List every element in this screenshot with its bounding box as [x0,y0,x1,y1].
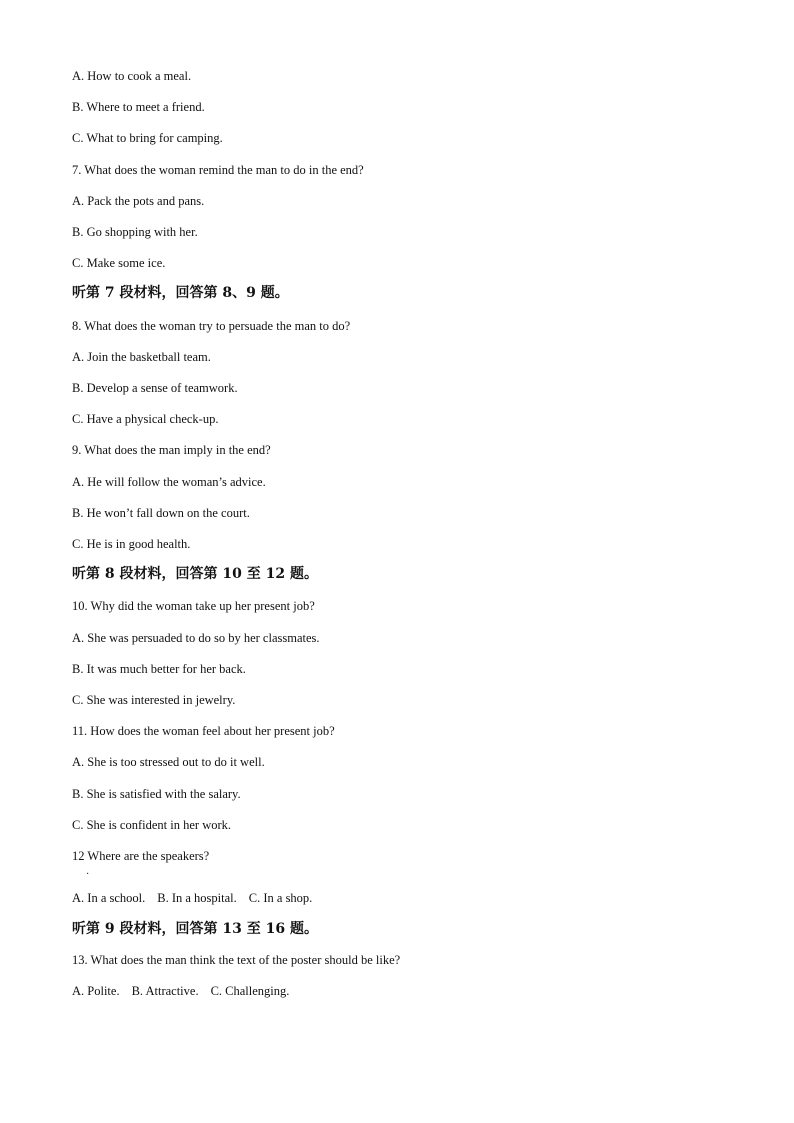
answer-option: C. She was interested in jewelry. [72,693,236,707]
answer-option: C. Make some ice. [72,256,166,271]
answer-option: B. She is satisfied with the salary. [72,786,241,801]
answer-option: A. She was persuaded to do so by her classmates. [72,630,320,645]
section-heading: 听第 8 段材料，回答第 10 至 12 题。 [72,566,318,583]
q12-option-c: C. In a shop. [248,891,313,905]
q13-option-a: A. Polite. [72,984,120,998]
section-heading: 听第 7 段材料，回答第 8、9 题。 [72,285,289,302]
q12-option-a: A. In a school. [72,891,146,905]
question-text: 11. How does the woman feel about her present job? [72,724,335,739]
q12-options-line [72,890,312,906]
stray-dot-mark: · [86,869,90,880]
answer-option: B. Go shopping with her. [72,225,198,239]
answer-option: A. Pack the pots and pans. [72,193,205,208]
answer-option: C. What to bring for camping. [72,131,223,146]
answer-option: A. He will follow the woman’s advice. [72,474,266,489]
section-heading-9: 听第 9 段材料，回答第 13 至 16 题。 [72,921,318,937]
q12-option-b: B. In a hospital. [157,891,237,905]
answer-option: B. Where to meet a friend. [72,100,205,115]
question-13: 13. What does the man think the text of the poster should be like? [72,953,401,967]
answer-option: A. Join the basketball team. [72,349,211,364]
question-text: 8. What does the woman try to persuade the man to do? [72,318,351,333]
question-text: 7. What does the woman remind the man to do in the end? [72,162,364,177]
answer-option: C. Have a physical check-up. [72,412,219,427]
answer-option: B. Develop a sense of teamwork. [72,381,238,395]
answer-option: C. She is confident in her work. [72,817,232,832]
answer-option: C. He is in good health. [72,537,191,551]
q13-options-line [72,983,289,999]
answer-option: A. She is too stressed out to do it well. [72,755,265,770]
question-text: 9. What does the man imply in the end? [72,443,271,458]
answer-option: B. He won’t fall down on the court. [72,505,250,520]
q13-option-c: C. Challenging. [210,984,290,998]
question-text: 12 Where are the speakers? [72,849,210,863]
answer-option: A. How to cook a meal. [72,69,192,83]
question-text: 10. Why did the woman take up her present job? [72,599,315,614]
answer-option: B. It was much better for her back. [72,661,246,676]
q13-option-b: B. Attractive. [131,984,199,998]
